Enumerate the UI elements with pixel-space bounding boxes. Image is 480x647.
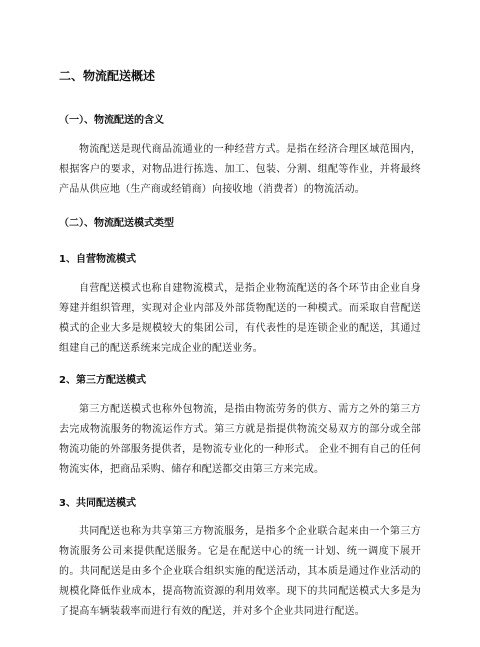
item-title-joint-delivery: 3、共同配送模式 bbox=[59, 498, 136, 509]
subsection-title-meaning: （一）、物流配送的含义 bbox=[59, 115, 164, 126]
subsection-title-types: （二）、物流配送模式类型 bbox=[59, 218, 174, 229]
item-title-self-operated: 1、自营物流模式 bbox=[59, 254, 136, 265]
paragraph-self-operated: 自营配送模式也称自建物流模式，是指企业物流配送的各个环节由企业自身筹建并组织管理，实现对企业内部及外部货物配送的一种模式。而采取自营配送模式的企业大多是规模较大的集团公司，有代表性的是连锁企业的配送，其通过组建自己的配送系统来完成企业的配送业务。 bbox=[59, 283, 421, 354]
paragraph-third-party: 第三方配送模式也称外包物流，是指由物流劳务的供方、需方之外的第三方去完成物流服务的物流运作方式。第三方就是指提供物流交易双方的部分或全部物流功能的外部服务提供者，是物流专业化的一种形式。 企业不拥有自己的任何物流实体，把商品采购、储存和配送都交由第三方来完成。 bbox=[59, 404, 421, 475]
paragraph-joint-delivery: 共同配送也称为共享第三方物流服务，是指多个企业联合起来由一个第三方物流服务公司来提供配送服务。它是在配送中心的统一计划、统一调度下展开的。共同配送是由多个企业联合组织实施的配送活动，其本质是通过作业活动的规模化降低作业成本，提高物流资源的利用效率。现下的共同配送模式大多是为了提高车辆装载率而进行有效的配送，并对多个企业共同进行配送。 bbox=[59, 526, 421, 617]
section-heading: 二、物流配送概述 bbox=[59, 69, 156, 83]
item-title-third-party: 2、第三方配送模式 bbox=[59, 375, 146, 386]
paragraph-meaning: 物流配送是现代商品流通业的一种经营方式。是指在经济合理区域范围内，根据客户的要求，对物品进行拣选、加工、包装、分割、组配等作业，并将最终产品从供应地（生产商或经销商）向接收地（消费者）的物流活动。 bbox=[59, 144, 421, 195]
